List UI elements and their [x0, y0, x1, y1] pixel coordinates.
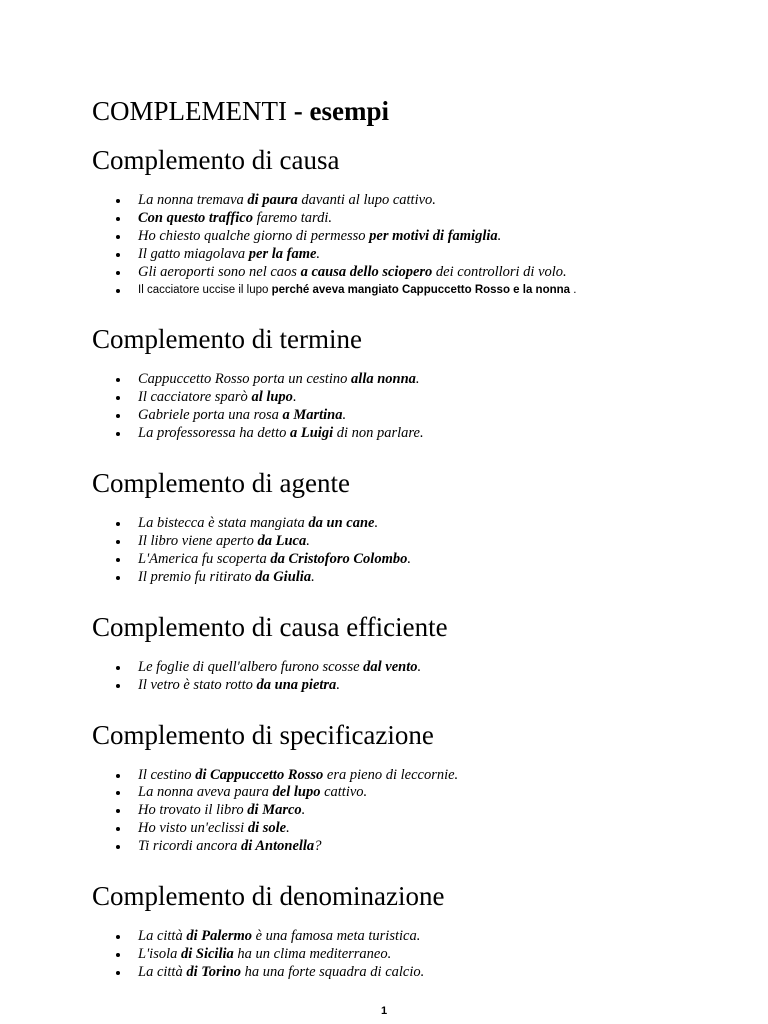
- title-main: COMPLEMENTI: [92, 96, 287, 126]
- example-text: .: [415, 371, 420, 388]
- example-item: [92, 820, 732, 838]
- example-list: [92, 659, 732, 695]
- example-text: Gabriele porta una rosa: [138, 407, 283, 424]
- example-text: ?: [314, 838, 322, 855]
- example-text: .: [301, 802, 306, 819]
- example-text: .: [311, 568, 315, 585]
- example-item: [92, 425, 732, 443]
- example-text: Il cestino: [138, 766, 196, 783]
- example-text: di non parlare.: [333, 425, 424, 442]
- example-text: .: [306, 532, 310, 549]
- document-page: [92, 94, 732, 982]
- example-highlight: dal vento: [363, 658, 418, 675]
- example-highlight: di Torino: [186, 963, 242, 980]
- section: [92, 143, 732, 299]
- example-item: [92, 964, 732, 982]
- example-text: Ho trovato il libro: [138, 802, 248, 819]
- example-text: Ti ricordi ancora: [138, 838, 241, 855]
- example-text: .: [407, 550, 411, 567]
- title-suffix: - esempi: [293, 96, 389, 126]
- example-text: è una famosa meta turistica.: [252, 928, 421, 945]
- example-text: .: [292, 389, 297, 406]
- example-text: .: [336, 676, 340, 693]
- example-text: dei controllori di volo.: [432, 263, 567, 280]
- example-item: [92, 802, 732, 820]
- example-highlight: a Luigi: [290, 425, 334, 442]
- example-text: Cappuccetto Rosso porta un cestino: [138, 371, 352, 388]
- example-text: ha una forte squadra di calcio.: [241, 963, 425, 980]
- example-highlight: di Antonella: [241, 838, 315, 855]
- example-highlight: per la fame: [248, 245, 317, 262]
- example-item: [92, 210, 732, 228]
- example-text: Ho chiesto qualche giorno di permesso: [138, 227, 370, 244]
- example-item: [92, 533, 732, 551]
- example-item: [92, 282, 732, 300]
- example-text: ha un clima mediterraneo.: [233, 945, 392, 962]
- section: [92, 322, 732, 443]
- example-text: .: [374, 515, 379, 532]
- page-number: 1: [380, 1005, 388, 1017]
- section-heading: Complemento di denominazione: [92, 881, 445, 912]
- example-text: L'isola: [138, 945, 181, 962]
- section: [92, 466, 732, 587]
- example-text: La professoressa ha detto: [138, 425, 290, 442]
- example-text: La nonna aveva paura: [138, 784, 273, 801]
- example-item: [92, 371, 732, 389]
- document-title: [92, 94, 732, 128]
- section-heading: Complemento di causa: [92, 145, 340, 175]
- example-highlight: del lupo: [272, 784, 321, 801]
- example-item: [92, 928, 732, 946]
- example-text: Gli aeroporti sono nel caos: [138, 263, 301, 280]
- example-text: Il vetro è stato rotto: [138, 676, 257, 693]
- example-text: La bistecca è stata mangiata: [138, 515, 309, 532]
- example-text: .: [497, 227, 502, 244]
- example-item: [92, 946, 732, 964]
- example-highlight: Con questo traffico: [138, 209, 253, 226]
- example-text: .: [417, 658, 422, 675]
- example-item: [92, 407, 732, 425]
- example-item: [92, 838, 732, 856]
- example-text: L'America fu scoperta: [138, 550, 271, 567]
- section-heading: Complemento di specificazione: [92, 719, 434, 750]
- example-text: cattivo.: [320, 784, 368, 801]
- example-text: Ho visto un'eclissi: [138, 820, 248, 837]
- example-list: [92, 371, 732, 443]
- example-item: [92, 228, 732, 246]
- example-highlight: da Cristoforo Colombo: [270, 550, 408, 567]
- section-heading: Complemento di termine: [92, 324, 362, 355]
- example-text: .: [570, 283, 577, 296]
- example-highlight: a causa dello sciopero: [300, 263, 433, 280]
- example-highlight: da una pietra: [256, 676, 337, 693]
- example-highlight: di sole: [247, 820, 287, 837]
- example-text: Il premio fu ritirato: [138, 568, 256, 585]
- section: [92, 879, 732, 982]
- example-item: [92, 659, 732, 677]
- example-item: [92, 515, 732, 533]
- example-text: Il cacciatore uccise il lupo: [138, 283, 272, 296]
- example-text: .: [286, 820, 290, 837]
- example-item: [92, 569, 732, 587]
- example-text: Le foglie di quell'albero furono scosse: [138, 658, 364, 675]
- example-text: faremo tardi.: [252, 209, 333, 226]
- example-highlight: di Marco: [247, 802, 302, 819]
- example-highlight: di Palermo: [186, 928, 252, 945]
- example-text: era pieno di leccornie.: [323, 766, 459, 783]
- example-text: Il libro viene aperto: [138, 532, 258, 549]
- example-text: La nonna tremava: [138, 192, 248, 208]
- example-text: Il gatto miagolava: [138, 245, 249, 262]
- example-text: La città: [138, 963, 187, 980]
- example-highlight: al lupo: [251, 389, 293, 406]
- example-highlight: perché aveva mangiato Cappuccetto Rosso e la nonna: [271, 283, 571, 296]
- example-text: .: [316, 245, 321, 262]
- example-text: La città: [138, 928, 187, 945]
- example-highlight: di paura: [247, 192, 298, 208]
- example-highlight: da Luca: [257, 532, 307, 549]
- example-item: [92, 264, 732, 282]
- example-highlight: di Cappuccetto Rosso: [195, 766, 324, 783]
- example-highlight: alla nonna: [351, 371, 416, 388]
- sections-container: [92, 143, 732, 982]
- example-text: davanti al lupo cattivo.: [297, 192, 436, 208]
- example-list: [92, 767, 732, 857]
- section-heading: Complemento di agente: [92, 468, 350, 499]
- example-item: [92, 767, 732, 785]
- section: [92, 610, 732, 695]
- example-highlight: da Giulia: [255, 568, 312, 585]
- example-highlight: da un cane: [308, 515, 375, 532]
- example-item: [92, 677, 732, 695]
- example-item: [92, 246, 732, 264]
- example-highlight: di Sicilia: [181, 945, 234, 962]
- example-highlight: a Martina: [282, 407, 343, 424]
- example-text: .: [342, 407, 347, 424]
- example-text: Il cacciatore sparò: [138, 389, 252, 406]
- example-item: [92, 551, 732, 569]
- example-list: [92, 515, 732, 587]
- section: [92, 718, 732, 857]
- example-item: [92, 784, 732, 802]
- example-highlight: per motivi di famiglia: [369, 227, 498, 244]
- section-heading: Complemento di causa efficiente: [92, 611, 448, 642]
- example-list: [92, 192, 732, 299]
- example-item: [92, 192, 732, 210]
- example-list: [92, 928, 732, 982]
- example-item: [92, 389, 732, 407]
